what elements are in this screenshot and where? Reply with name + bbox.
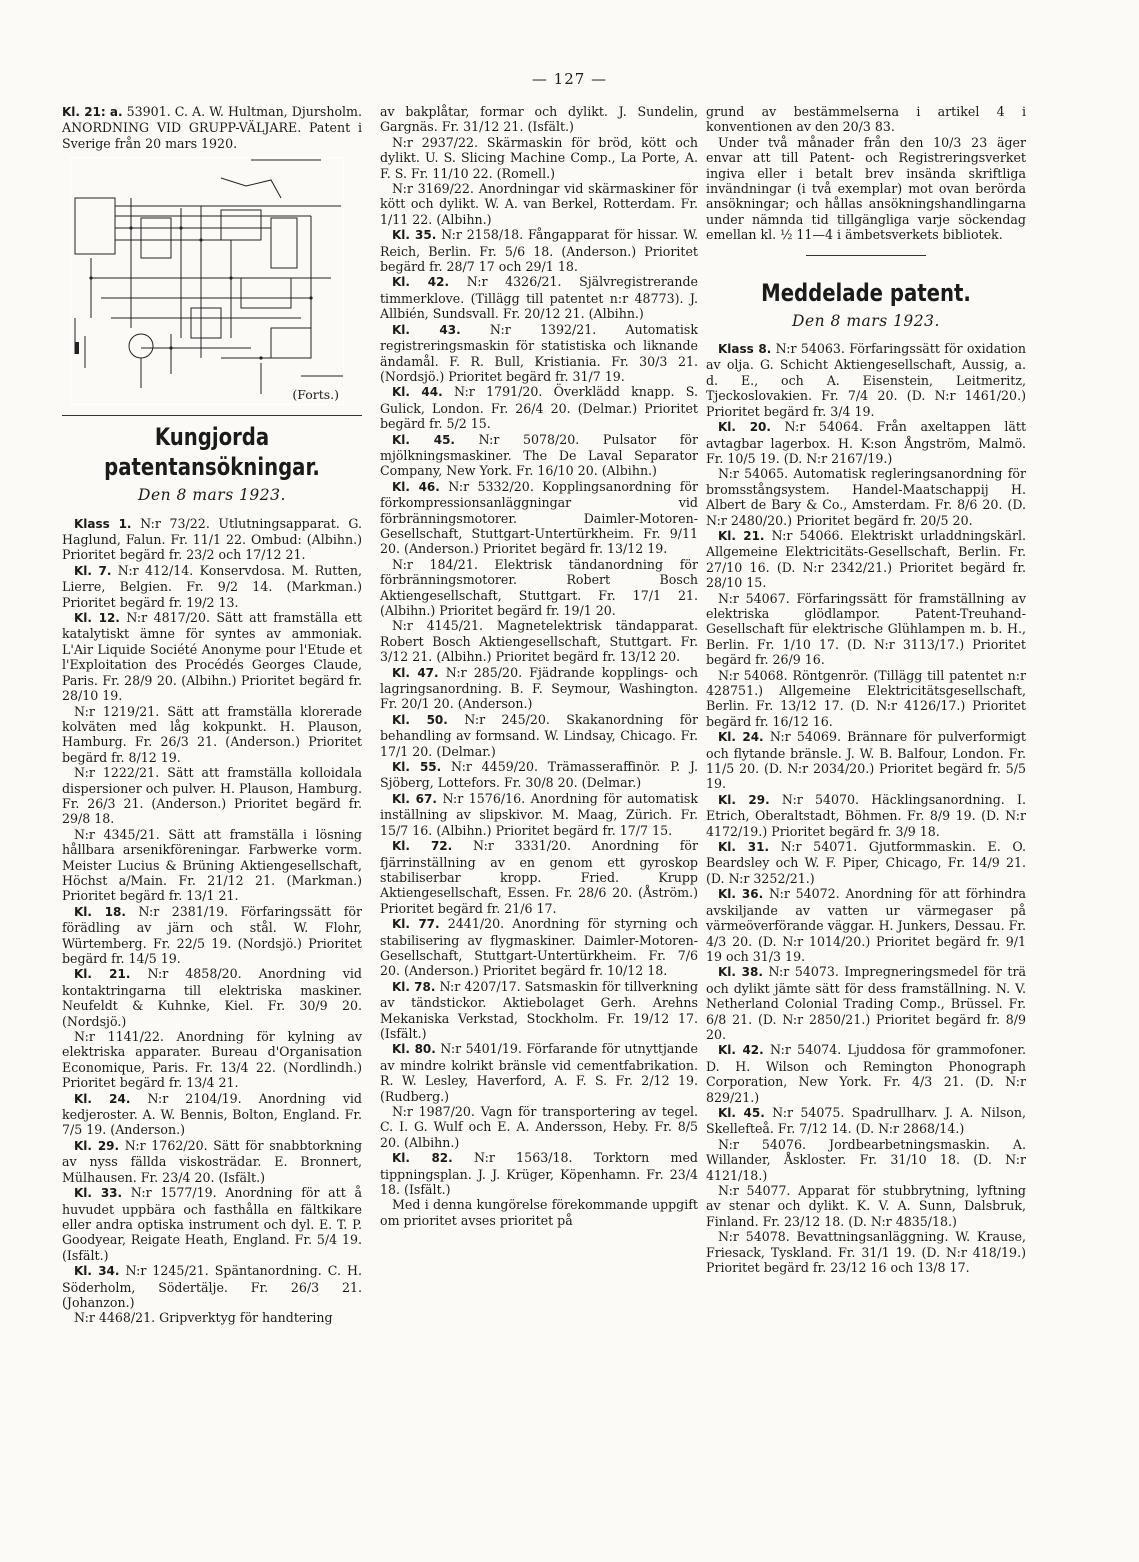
entry-text: av bakplåtar, formar och dylikt. J. Sundelin, Gargnäs. Fr. 31/12 21. (Isfält.) xyxy=(380,104,698,135)
entry-text: N:r 184/21. Elektrisk tändanordning för förbränningsmotorer. Robert Bosch Aktiengesellschaft, Stuttgart. Fr. 17/1 21. (Albihn.) Prioritet begärd fr. 19/1 20. xyxy=(380,556,698,618)
class-label: Kl. 21: a. xyxy=(62,105,123,119)
column-1 xyxy=(62,104,362,1326)
class-label: Kl. 47. xyxy=(392,665,439,680)
entry-text: N:r 54077. Apparat för stubbrytning, lyftning av stenar och dylikt. K. V. A. Sunn, Dalsbruk, Finland. Fr. 23/12 18. (D. N:r 4835/18.) xyxy=(706,1183,1026,1229)
entry-text: N:r 1791/20. Överklädd knapp. S. Gulick, London. Fr. 26/4 20. (Delmar.) Prioritet begärd fr. 5/2 15. xyxy=(380,384,698,432)
patent-entry xyxy=(380,274,698,321)
section-rule xyxy=(806,255,926,256)
class-label: Kl. 45. xyxy=(392,432,455,447)
entry-text: N:r 245/20. Skakanordning för behandling av formsand. W. Lindsay, Chicago. Fr. 17/1 20. (Delmar.) xyxy=(380,711,698,759)
entry-text: N:r 54072. Anordning för att förhindra avskiljande av vatten ur värmegaser på värmeöverförande väggar. H. Junkers, Dessau. Fr. 4/3 20. (D. N:r 1014/20.) Prioritet begärd fr. 9/1 19 och 31/3 19. xyxy=(706,886,1027,964)
entry-text: N:r 54069. Brännare för pulverformigt och flytande bränsle. J. W. B. Balfour, London. Fr. 11/5 20. (D. N:r 2034/20.) Prioritet begärd fr. 5/5 19. xyxy=(706,729,1026,792)
patent-entry xyxy=(706,792,1026,839)
entry-text: N:r 1762/20. Sätt för snabbtorkning av nyss fällda viskosträdar. E. Bronnert, Mülhausen. Fr. 23/4 20. (Isfält.) xyxy=(62,1137,362,1185)
entry-text: N:r 2937/22. Skärmaskin för bröd, kött och dylikt. U. S. Slicing Machine Comp., La Porte, A. F. S. Fr. 11/10 22. (Romell.) xyxy=(380,134,698,181)
entry-text: 53901. C. A. W. Hultman, Djursholm. ANORDNING VID GRUPP-VÄLJARE. Patent i Sverige från 20 mars 1920. xyxy=(62,104,362,151)
patent-entry xyxy=(380,979,698,1042)
entry-text: N:r 54063. Förfaringssätt för oxidation av olja. G. Schicht Aktiengesellschaft, Aussig, a. d. E., och A. Eisenstein, Leitmeritz, Tjeckoslovakien. Fr. 7/4 20. (D. N:r 1461/20.) Prioritet begärd fr. 3/4 19. xyxy=(706,341,1026,419)
class-label: Kl. 12. xyxy=(74,611,120,626)
entry-text: N:r 54065. Automatisk regleringsanordning för bromsstångsystem. Handel-Maatschappij H. Albert de Bary & Co., Amsterdam. Fr. 8/6 20. (D. N:r 2480/20.) Prioritet begärd fr. 20/5 20. xyxy=(706,466,1026,528)
patent-entry xyxy=(380,791,698,838)
entry-list xyxy=(380,104,698,1228)
entry-text: N:r 54074. Ljuddosa för grammofoner. D. H. Wilson och Remington Phonograph Corporation, New York. Fr. 4/3 21. (D. N:r 829/21.) xyxy=(706,1042,1026,1105)
entry-text: N:r 3331/20. Anordning för fjärrinställning av en genom ett gyroskop stabiliserbar kropp. Fried. Krupp Aktiengesellschaft, Essen. Fr. 28/6 20. (Åström.) Prioritet begärd fr. 21/6 17. xyxy=(380,838,699,916)
entry-text: N:r 1219/21. Sätt att framställa klorerade kolväten med låg kokpunkt. H. Plauson, Hamburg. Fr. 26/3 21. (Anderson.) Prioritet begärd fr. 8/12 19. xyxy=(62,703,362,765)
entry-text: N:r 4817/20. Sätt att framställa ett katalytiskt ämne för syntes av ammoniak. L'Air Liquide Société Anonyme pour l'Etude et l'Exploitation des Procédés Georges Claude, Paris. Fr. 28/9 20. (Albihn.) Prioritet begärd fr. 28/10 19. xyxy=(62,610,362,704)
patent-entry xyxy=(706,466,1026,528)
entry-text: N:r 1222/21. Sätt att framställa kolloidala dispersioner och pulver. H. Plauson, Hamburg. Fr. 26/3 21. (Anderson.) Prioritet begärd fr. 29/8 18. xyxy=(62,765,362,827)
entry-text: N:r 54071. Gjutformmaskin. E. O. Beardsley och W. F. Piper, Chicago, Fr. 14/9 21. (D. N:r 3252/21.) xyxy=(706,839,1026,886)
patent-entry xyxy=(380,1197,698,1228)
class-label: Kl. 77. xyxy=(392,917,440,932)
entry-text: N:r 1577/19. Anordning för att å huvudet uppbära och fasthålla en fältkikare eller andra optiska instrument och dyl. E. T. P. Goodyear, Reigate Heath, England. Fr. 5/4 19. (Isfält.) xyxy=(62,1185,362,1263)
section-rule xyxy=(62,415,362,416)
patent-entry xyxy=(62,765,362,827)
patent-entry xyxy=(706,729,1026,792)
entry-text: N:r 5401/19. Förfarande för utnyttjande av mindre kolrikt bränsle vid cementfabrikation. R. W. Lesley, Haverford, A. F. S. Fr. 2/12 19. (Rudberg.) xyxy=(380,1041,699,1104)
entry-text: N:r 54067. Förfaringssätt för framställning av elektriska glödlampor. Patent-Treuhand-Gesellschaft für elektrische Glühlampen m. b. H., Berlin. Fr. 1/10 17. (D. N:r 3113/17.) Prioritet begärd fr. 26/9 16. xyxy=(706,590,1026,668)
patent-entry xyxy=(380,1041,698,1104)
class-label: Kl. 34. xyxy=(74,1264,120,1279)
entry-text: N:r 2381/19. Förfaringssätt för förädling av järn och stål. W. Flohr, Würtemberg. Fr. 22/5 19. (Nordsjö.) Prioritet begärd fr. 14/5 19. xyxy=(62,903,362,966)
entry-text: N:r 4459/20. Trämasseraffinör. P. J. Sjöberg, Lottefors. Fr. 30/8 20. (Delmar.) xyxy=(380,759,698,791)
patent-entry xyxy=(706,528,1026,591)
patent-entry xyxy=(62,516,362,563)
section-date: Den 8 mars 1923. xyxy=(138,486,286,505)
class-label: Kl. 80. xyxy=(392,1042,436,1057)
class-label: Kl. 36. xyxy=(718,887,764,902)
class-label: Kl. 55. xyxy=(392,760,442,775)
class-label: Kl. 33. xyxy=(74,1186,123,1201)
patent-entry xyxy=(62,1029,362,1091)
patent-entry xyxy=(380,838,698,916)
patent-entry xyxy=(62,1263,362,1310)
patent-entry xyxy=(380,181,698,227)
entry-text: N:r 1563/18. Torktorn med tippningsplan. J. J. Krüger, Köpenhamn. Fr. 23/4 18. (Isfält.) xyxy=(380,1150,698,1198)
page-number: — 127 — xyxy=(531,70,608,88)
class-label: Kl. 46. xyxy=(392,479,440,494)
entry-text: N:r 54068. Röntgenrör. (Tillägg till patentet n:r 428751.) Allgemeine Elektricitätsgesellschaft, Berlin. Fr. 13/12 17. (D. N:r 4126/17.) Prioritet begärd fr. 16/12 16. xyxy=(706,667,1026,729)
section-heading: Meddelade patent. xyxy=(761,278,971,307)
figure-caption: (Forts.) xyxy=(292,386,339,402)
section-date: Den 8 mars 1923. xyxy=(792,311,940,330)
class-label: Kl. 31. xyxy=(718,840,770,855)
entry-list xyxy=(706,341,1026,1275)
entry-text: N:r 1141/22. Anordning för kylning av elektriska apparater. Bureau d'Organisation Economique, Paris. Fr. 13/4 22. (Nordlindh.) Prioritet begärd fr. 13/4 21. xyxy=(62,1029,362,1091)
entry-text: N:r 1576/16. Anordning för automatisk inställning av slipskivor. M. Maag, Zürich. Fr. 15/7 16. (Albihn.) Prioritet begärd fr. 17/7 15. xyxy=(380,790,698,838)
class-label: Kl. 35. xyxy=(392,228,437,243)
patent-entry xyxy=(380,384,698,431)
patent-entry xyxy=(706,419,1026,466)
class-label: Kl. 18. xyxy=(74,904,126,919)
patent-entry xyxy=(62,1185,362,1263)
patent-entry xyxy=(62,563,362,610)
patent-entry xyxy=(380,227,698,274)
entry-text: N:r 54070. Häcklingsanordning. I. Etrich, Oberaltstadt, Böhmen. Fr. 8/9 19. (D. N:r 4172/19.) Prioritet begärd fr. 3/9 18. xyxy=(706,791,1026,839)
entry-text: N:r 54064. Från axeltappen lätt avtagbar lagerbox. H. K:son Ångström, Malmö. Fr. 10/5 19. (D. N:r 2167/19.) xyxy=(706,419,1026,466)
entry-text: N:r 412/14. Konservdosa. M. Rutten, Lierre, Belgien. Fr. 9/2 14. (Markman.) Prioritet begärd fr. 19/2 13. xyxy=(62,562,362,610)
class-label: Kl. 42. xyxy=(718,1043,764,1058)
patent-entry xyxy=(380,916,698,979)
class-label: Kl. 44. xyxy=(392,385,443,400)
entry-text: N:r 2158/18. Fångapparat för hissar. W. Reich, Berlin. Fr. 5/6 18. (Anderson.) Prioritet begärd fr. 28/7 17 och 29/1 18. xyxy=(380,227,699,275)
patent-entry xyxy=(380,104,698,135)
entry-text: N:r 285/20. Fjädrande kopplings- och lagringsanordning. B. F. Seymour, Washington. Fr. 20/1 20. (Anderson.) xyxy=(380,664,698,712)
class-label: Kl. 24. xyxy=(74,1091,131,1106)
patent-entry xyxy=(62,704,362,766)
patent-entry xyxy=(62,966,362,1029)
patent-entry xyxy=(62,904,362,967)
entry-text: N:r 4145/21. Magnetelektrisk tändapparat. Robert Bosch Aktiengesellschaft, Stuttgart. Fr. 3/12 21. (Albihn.) Prioritet begärd fr. 13/12 20. xyxy=(380,618,698,665)
patent-entry xyxy=(706,1042,1026,1105)
entry-text: 2441/20. Anordning för styrning och stabilisering av flygmaskiner. Daimler-Motoren-Gesellschaft, Stuttgart-Untertürkheim. Fr. 7/6 20. (Anderson.) Prioritet begärd fr. 10/12 18. xyxy=(380,916,698,979)
class-label: Kl. 45. xyxy=(718,1105,765,1120)
class-label: Klass 8. xyxy=(718,342,772,357)
entry-list xyxy=(62,516,362,1326)
class-label: Kl. 78. xyxy=(392,979,436,994)
section-heading: Kungjorda patentansökningar. xyxy=(104,423,320,482)
patent-entry xyxy=(380,1104,698,1150)
entry-text: N:r 4858/20. Anordning vid kontaktringarna till elektriska maskiner. Neufeldt & Kuhnke, Kiel. Fr. 30/9 20. (Nordsjö.) xyxy=(62,966,362,1029)
entry-text: N:r 1392/21. Automatisk registreringsmaskin för statistiska och liknande ändamål. F. R. Bull, Kristiania. Fr. 30/3 21. (Nordsjö.) Prioritet begärd fr. 31/7 19. xyxy=(380,321,698,384)
circuit-diagram xyxy=(70,157,344,405)
class-label: Kl. 7. xyxy=(74,563,112,578)
patent-entry xyxy=(706,591,1026,668)
patent-entry xyxy=(706,1137,1026,1183)
patent-entry xyxy=(380,322,698,385)
class-label: Kl. 50. xyxy=(392,712,448,727)
patent-entry xyxy=(380,618,698,664)
entry-text: N:r 54066. Elektriskt urladdningskärl. Allgemeine Elektricitäts-Gesellschaft, Berlin. Fr. 27/10 16. (D. N:r 2342/21.) Prioritet begärd fr. 28/10 15. xyxy=(706,527,1027,591)
patent-entry xyxy=(62,610,362,703)
patent-entry xyxy=(380,432,698,479)
entry-text: N:r 54073. Impregneringsmedel för trä och dylikt jämte sätt för dess framställning. N. V. Netherland Colonial Trading Comp., Brüssel. Fr. 6/8 21. (D. N:r 2850/21.) Prioritet begärd fr. 8/9 20. xyxy=(706,964,1027,1042)
class-label: Klass 1. xyxy=(74,516,132,531)
class-label: Kl. 24. xyxy=(718,730,764,745)
entry-text: N:r 4326/21. Självregistrerande timmerklove. (Tillägg till patentet n:r 48773). J. Allbién, Sundsvall. Fr. 20/12 21. (Albihn.) xyxy=(380,274,699,322)
patent-entry xyxy=(380,759,698,791)
entry-text: N:r 54075. Spadrullharv. J. A. Nilson, Skellefteå. Fr. 7/12 14. (D. N:r 2868/14.) xyxy=(706,1104,1027,1137)
entry-text: N:r 2104/19. Anordning vid kedjeroster. A. W. Bennis, Bolton, England. Fr. 7/5 19. (Anderson.) xyxy=(62,1090,362,1138)
patent-entry xyxy=(62,1091,362,1138)
class-label: Kl. 21. xyxy=(74,967,131,982)
intro-paragraph: Under två månader från den 10/3 23 äger envar att till Patent- och Registreringsverket ingiva eller i betalt brev insända skriftliga invändningar (i två exemplar) mot ovan berörda ansökningar; och hållas ansökningshandlingarna under nämnda tid tillgängliga varje söckendag emellan kl. ½ 11—4 i ämbetsverkets bibliotek. xyxy=(706,134,1026,243)
class-label: Kl. 67. xyxy=(392,791,437,806)
patent-entry xyxy=(706,1105,1026,1137)
entry-text: N:r 73/22. Utlutningsapparat. G. Haglund, Falun. Fr. 11/1 22. Ombud: (Albihn.) Prioritet begärd fr. 23/2 och 17/12 21. xyxy=(62,515,363,563)
patent-entry xyxy=(380,665,698,712)
intro-paragraph: grund av bestämmelserna i artikel 4 i konventionen av den 20/3 83. xyxy=(706,104,1026,135)
column-2 xyxy=(380,104,698,1228)
class-label: Kl. 82. xyxy=(392,1151,453,1166)
intro-entry xyxy=(62,104,362,151)
class-label: Kl. 38. xyxy=(718,965,763,980)
class-label: Kl. 42. xyxy=(392,275,450,290)
entry-text: Med i denna kungörelse förekommande uppgift om prioritet avses prioritet på xyxy=(380,1197,698,1228)
patent-entry xyxy=(706,964,1026,1042)
class-label: Kl. 72. xyxy=(392,839,453,854)
patent-entry xyxy=(706,1183,1026,1229)
class-label: Kl. 43. xyxy=(392,322,461,337)
patent-entry xyxy=(380,479,698,557)
patent-entry xyxy=(62,827,362,904)
column-3 xyxy=(706,104,1026,1275)
patent-entry xyxy=(706,668,1026,730)
entry-text: N:r 4468/21. Gripverktyg för handtering xyxy=(74,1310,333,1326)
entry-text: N:r 5332/20. Kopplingsanordning för förkompressionsanläggningar vid förbränningsmotorer. Daimler-Motoren-Gesellschaft, Stuttgart-Untertürkheim. Fr. 9/11 20. (Anderson.) Prioritet begärd fr. 13/12 19. xyxy=(380,478,698,557)
class-label: Kl. 20. xyxy=(718,420,771,435)
entry-text: N:r 54078. Bevattningsanläggning. W. Krause, Friesack, Tyskland. Fr. 31/1 19. (D. N:r 418/19.) Prioritet begärd fr. 23/12 16 och 13/8 17. xyxy=(706,1229,1026,1276)
patent-entry xyxy=(380,1150,698,1197)
entry-text: N:r 3169/22. Anordningar vid skärmaskiner för kött och dylikt. W. A. van Berkel, Rotterdam. Fr. 1/11 22. (Albihn.) xyxy=(380,181,698,227)
patent-entry xyxy=(706,886,1026,964)
class-label: Kl. 21. xyxy=(718,528,765,543)
patent-entry xyxy=(62,1138,362,1185)
class-label: Kl. 29. xyxy=(718,792,770,807)
patent-entry xyxy=(380,135,698,181)
patent-entry xyxy=(706,341,1026,419)
entry-text: N:r 4345/21. Sätt att framställa i lösning hållbara arsenikföreningar. Farbwerke vorm. Meister Lucius & Brüning Aktiengesellschaft, Höchst a/Main. Fr. 21/12 21. (Markman.) Prioritet begärd fr. 13/1 21. xyxy=(62,826,362,904)
entry-text: N:r 1987/20. Vagn för transportering av tegel. C. I. G. Wulf och E. A. Andersson, Heby. Fr. 8/5 20. (Albihn.) xyxy=(380,1104,698,1150)
entry-text: N:r 1245/21. Späntanordning. C. H. Söderholm, Södertälje. Fr. 26/3 21. (Johanzon.) xyxy=(62,1263,363,1310)
class-label: Kl. 29. xyxy=(74,1138,120,1153)
entry-text: N:r 4207/17. Satsmaskin för tillverkning av tändstickor. Aktiebolaget Gerh. Arehns Mekaniska Verkstad, Stockholm. Fr. 19/12 17. (Isfält.) xyxy=(380,978,699,1041)
entry-text: N:r 54076. Jordbearbetningsmaskin. A. Willander, Åskloster. Fr. 31/10 18. (D. N:r 4121/18.) xyxy=(706,1136,1026,1183)
patent-entry xyxy=(380,557,698,619)
patent-entry xyxy=(62,1310,362,1325)
entry-text: N:r 5078/20. Pulsator för mjölkningsmaskiner. The De Laval Separator Company, New York. Fr. 16/10 20. (Albihn.) xyxy=(380,431,698,479)
patent-entry xyxy=(706,1229,1026,1275)
patent-entry xyxy=(706,839,1026,886)
patent-entry xyxy=(380,712,698,759)
circuit-drawing xyxy=(71,158,343,404)
